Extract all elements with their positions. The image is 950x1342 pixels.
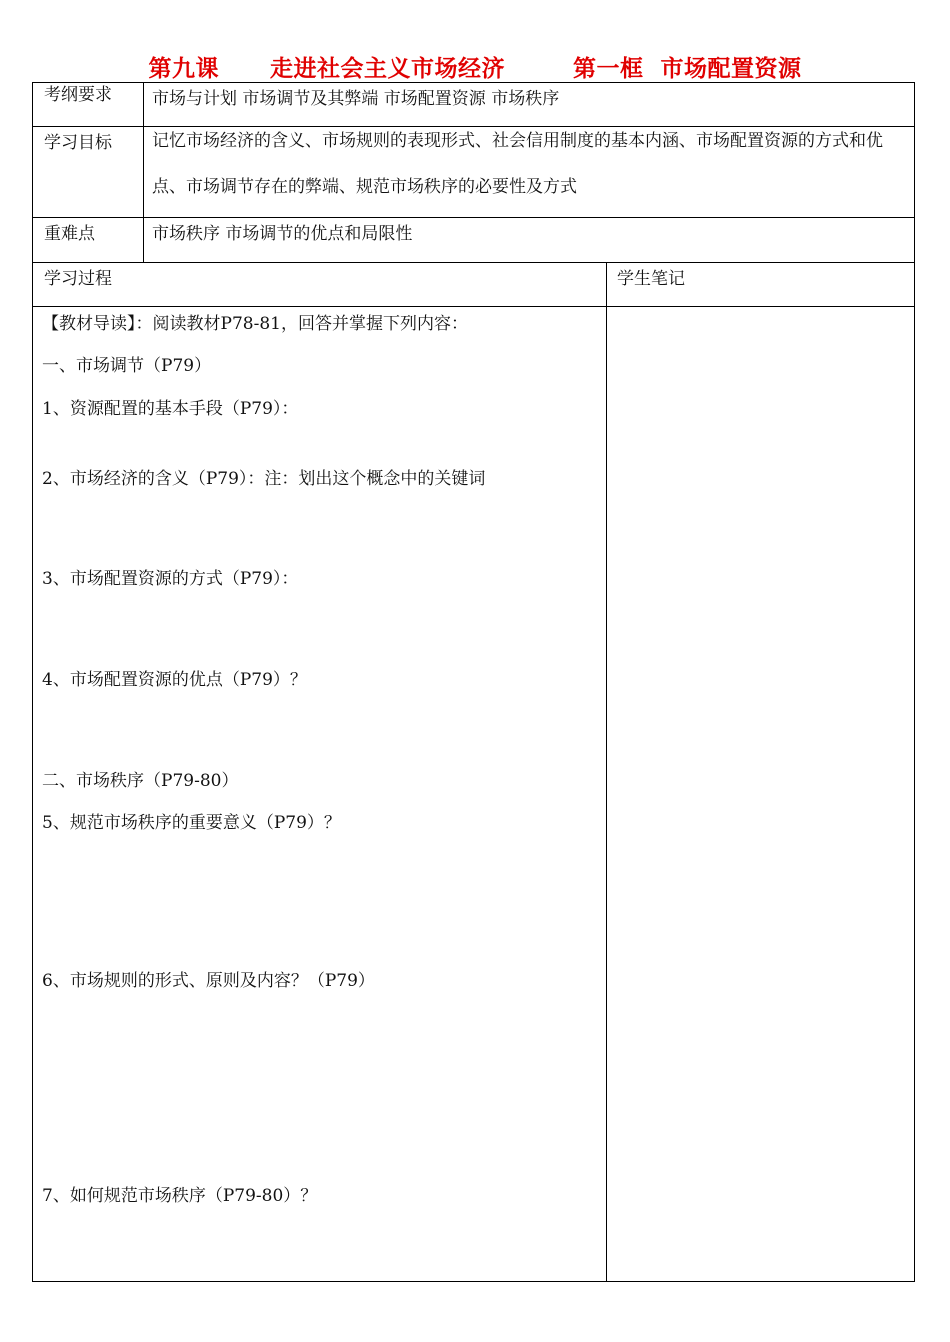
question-4: 4、市场配置资源的优点（P79）？ [42,670,307,690]
notes-header: 学生笔记 [617,269,685,289]
question-2: 2、市场经济的含义（P79）：注：划出这个概念中的关键词 [42,469,486,489]
process-header: 学习过程 [44,269,112,289]
syllabus-value: 市场与计划 市场调节及其弊端 市场配置资源 市场秩序 [152,89,560,109]
info-table-row-divider [32,217,915,218]
key-label: 重难点 [44,224,95,244]
process-table-header-divider [32,306,915,307]
info-table-col-divider [143,82,144,263]
question-5: 5、规范市场秩序的重要意义（P79）？ [42,813,341,833]
section-heading: 二、市场秩序（P79-80） [42,771,239,791]
intro-text: 【教材导读】：阅读教材P78-81，回答并掌握下列内容： [42,314,468,334]
goal-label: 学习目标 [44,133,112,153]
goal-value: 记忆市场经济的含义、市场规则的表现形式、社会信用制度的基本内涵、市场配置资源的方式和优点、市场调节存在的弊端、规范市场秩序的必要性及方式 [152,131,883,197]
question-7: 7、如何规范市场秩序（P79-80）？ [42,1186,318,1206]
section-heading: 一、市场调节（P79） [42,356,212,376]
question-6: 6、市场规则的形式、原则及内容？（P79） [42,971,375,991]
page-title: 第九课 走进社会主义市场经济 第一框 市场配置资源 [148,56,802,82]
process-table-col-divider [606,262,607,1282]
syllabus-label: 考纲要求 [44,85,112,105]
key-value: 市场秩序 市场调节的优点和局限性 [152,224,413,244]
question-3: 3、市场配置资源的方式（P79）： [42,569,299,589]
question-1: 1、资源配置的基本手段（P79）： [42,399,299,419]
